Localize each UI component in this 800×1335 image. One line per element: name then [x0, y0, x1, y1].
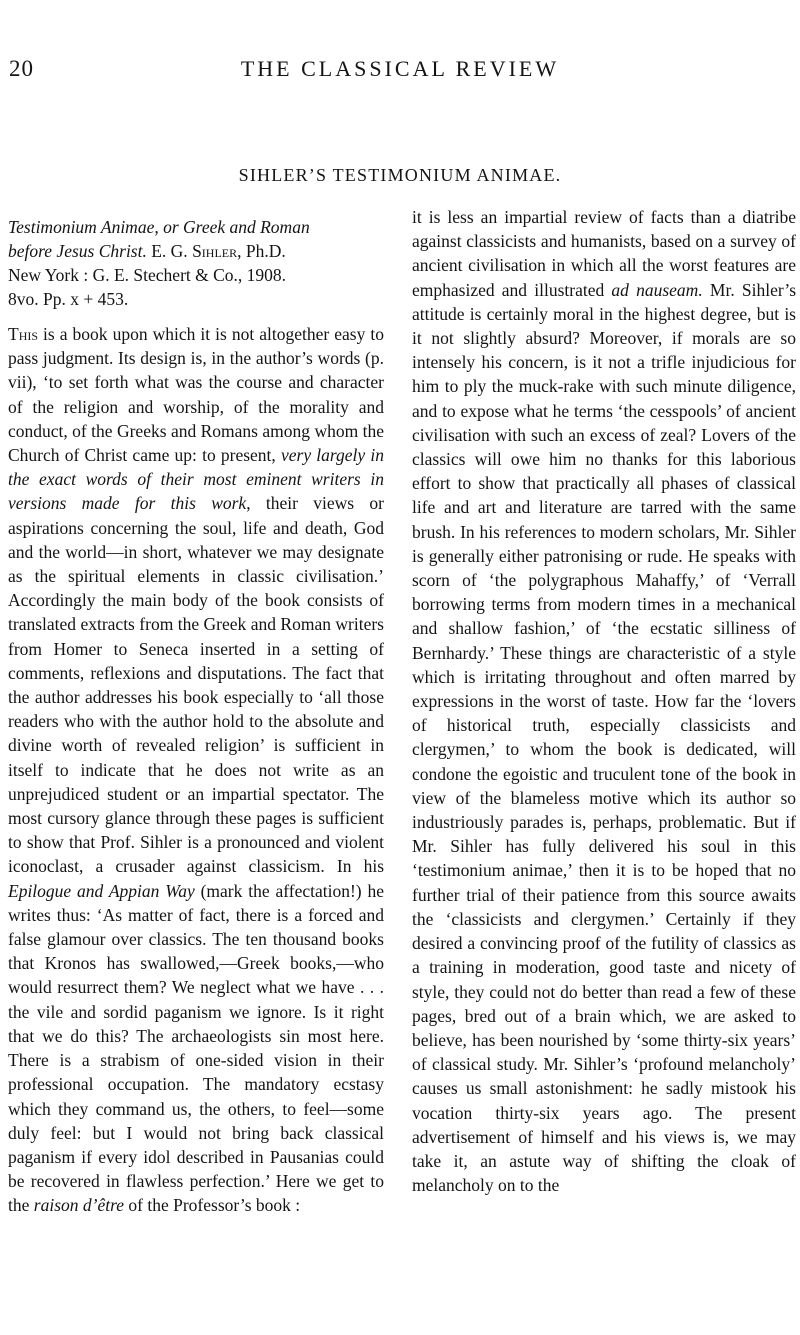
author-degree: , Ph.D.	[237, 241, 286, 261]
body-text: Mr. Sihler’s attitude is certainly moral in the highest degree, but is it not slightly absurd? Moreover, if morals are so intensely his concern, is it not a trifle injudicious for him to ply the muck-rake with such minute diligence, and to expose what he terms ‘the cesspools’ of ancient civilisation with such an excess of zeal? Lovers of the classics will owe him no thanks for this laborious effort to show that practically all phases of classical life and art and literature are tarred with the same brush. In his references to modern scholars, Mr. Sihler is generally either patronising or rude. He speaks with scorn of ‘the polygraphous Mahaffy,’ of ‘Verrall borrowing terms from modern times in a mechanical and shallow fashion,’ of ‘the ecstatic silliness of Bernhardy.’ These things are characteristic of a style which is irritating throughout and often marred by expressions in the worst of taste. How far the ‘lovers of historical truth, especially classicists and clergymen,’ to whom the book is dedicated, will condone the egoistic and truculent tone of the book in view of the blameless motive which its author so industriously parades is, perhaps, problematic. But if Mr. Sihler has fully delivered his soul in this ‘testimonium animae,’ then it is to be hoped that no further trial of their patience from this source awaits the ‘classicists and clergymen.’ Certainly if they desired a convincing proof of the futility of classics as a training in moderation, good taste and nicety of style, they could not do better than read a few of these pages, bred out of a brain which, we are asked to believe, has been nourished by ‘some thirty-six years’ of classical study. Mr. Sihler’s ‘profound melancholy’ causes us small astonishment: he sadly mistook his vocation thirty-six years ago. The present advertisement of himself and his views is, we may take it, an astute way of shifting the cloak of melancholy on to the	[412, 279, 796, 1196]
body-text: of the Professor’s book :	[124, 1195, 301, 1216]
italic-work-title: Epilogue and Appian Way	[8, 880, 195, 901]
book-title-part-2: before Jesus Christ.	[8, 241, 147, 261]
running-header	[0, 56, 800, 86]
left-column	[8, 205, 384, 1218]
bibliographic-entry	[8, 215, 384, 311]
page-number: 20	[9, 56, 34, 81]
body-text: , their views or aspirations concerning the soul, life and death, God and the world—in short, whatever we may designate as the spiritual elements in classic civilisation.’ Accordingly the main body of the book consists of translated extracts from the Greek and Roman writers from Homer to Seneca inserted in a setting of comments, reflexions and disputations. The fact that the author addresses his book especially to ‘all those readers who with the author hold to the absolute and divine worth of revealed religion’ is sufficient in itself to indicate that he does not write as an unprejudiced student or an impartial spectator. The most cursory glance through these pages is sufficient to show that Prof. Sihler is a pronounced and violent iconoclast, a crusader against classicism. In his	[8, 493, 384, 877]
bib-line-2	[8, 239, 384, 263]
author-surname: Sihler	[192, 241, 238, 261]
article-title: SIHLER’S TESTIMONIUM ANIMAE.	[238, 165, 562, 185]
bib-line-1	[8, 215, 384, 239]
lead-word: This	[8, 324, 39, 344]
body-text: (mark the affectation!) he writes thus: ‘As matter of fact, there is a forced and false glamour over classics. The ten thousand books that Kronos has swallowed,—Greek books,—who would resurrect them? We neglect what we have . . . the vile and sordid paganism we ignore. Is it right that we do this? The archaeologists sin most here. There is a strabism of one-sided vision in their professional occupation. The mandatory ecstasy which they command us, the others, to feel—some duly feel: but I would not bring back classical paganism if every idol described in Pausanias could be recovered in flawless perfection.’ Here we get to the	[8, 880, 384, 1216]
journal-title: THE CLASSICAL REVIEW	[240, 56, 560, 81]
format-line: 8vo. Pp. x + 453.	[8, 289, 129, 309]
author-initials: E. G.	[146, 241, 193, 261]
italic-quote: very largely in the exact words of their most eminent writers in versions made for this work	[8, 445, 384, 514]
body-text: is a book upon which it is not altogether easy to pass judgment. Its design is, in the author’s words (p. vii), ‘to set forth what was the course and character of the religion and worship, of the morality and conduct, of the Greeks and Romans among whom the Church of Christ came up: to present,	[8, 324, 384, 466]
publisher-line: New York : G. E. Stechert & Co., 1908.	[8, 265, 287, 285]
book-title-part-1: Testimonium Animae, or Greek and Roman	[8, 217, 310, 237]
body-paragraph-left	[8, 322, 384, 1218]
body-paragraph-right	[412, 205, 796, 1197]
italic-phrase: ad nauseam.	[611, 279, 703, 300]
body-text: it is less an impartial review of facts than a diatribe against classicists and humanists, based on a survey of ancient civilisation in which all the worst features are emphasized and illustrated	[412, 207, 796, 300]
italic-phrase: raison d’être	[33, 1195, 125, 1216]
right-column	[412, 205, 796, 1197]
